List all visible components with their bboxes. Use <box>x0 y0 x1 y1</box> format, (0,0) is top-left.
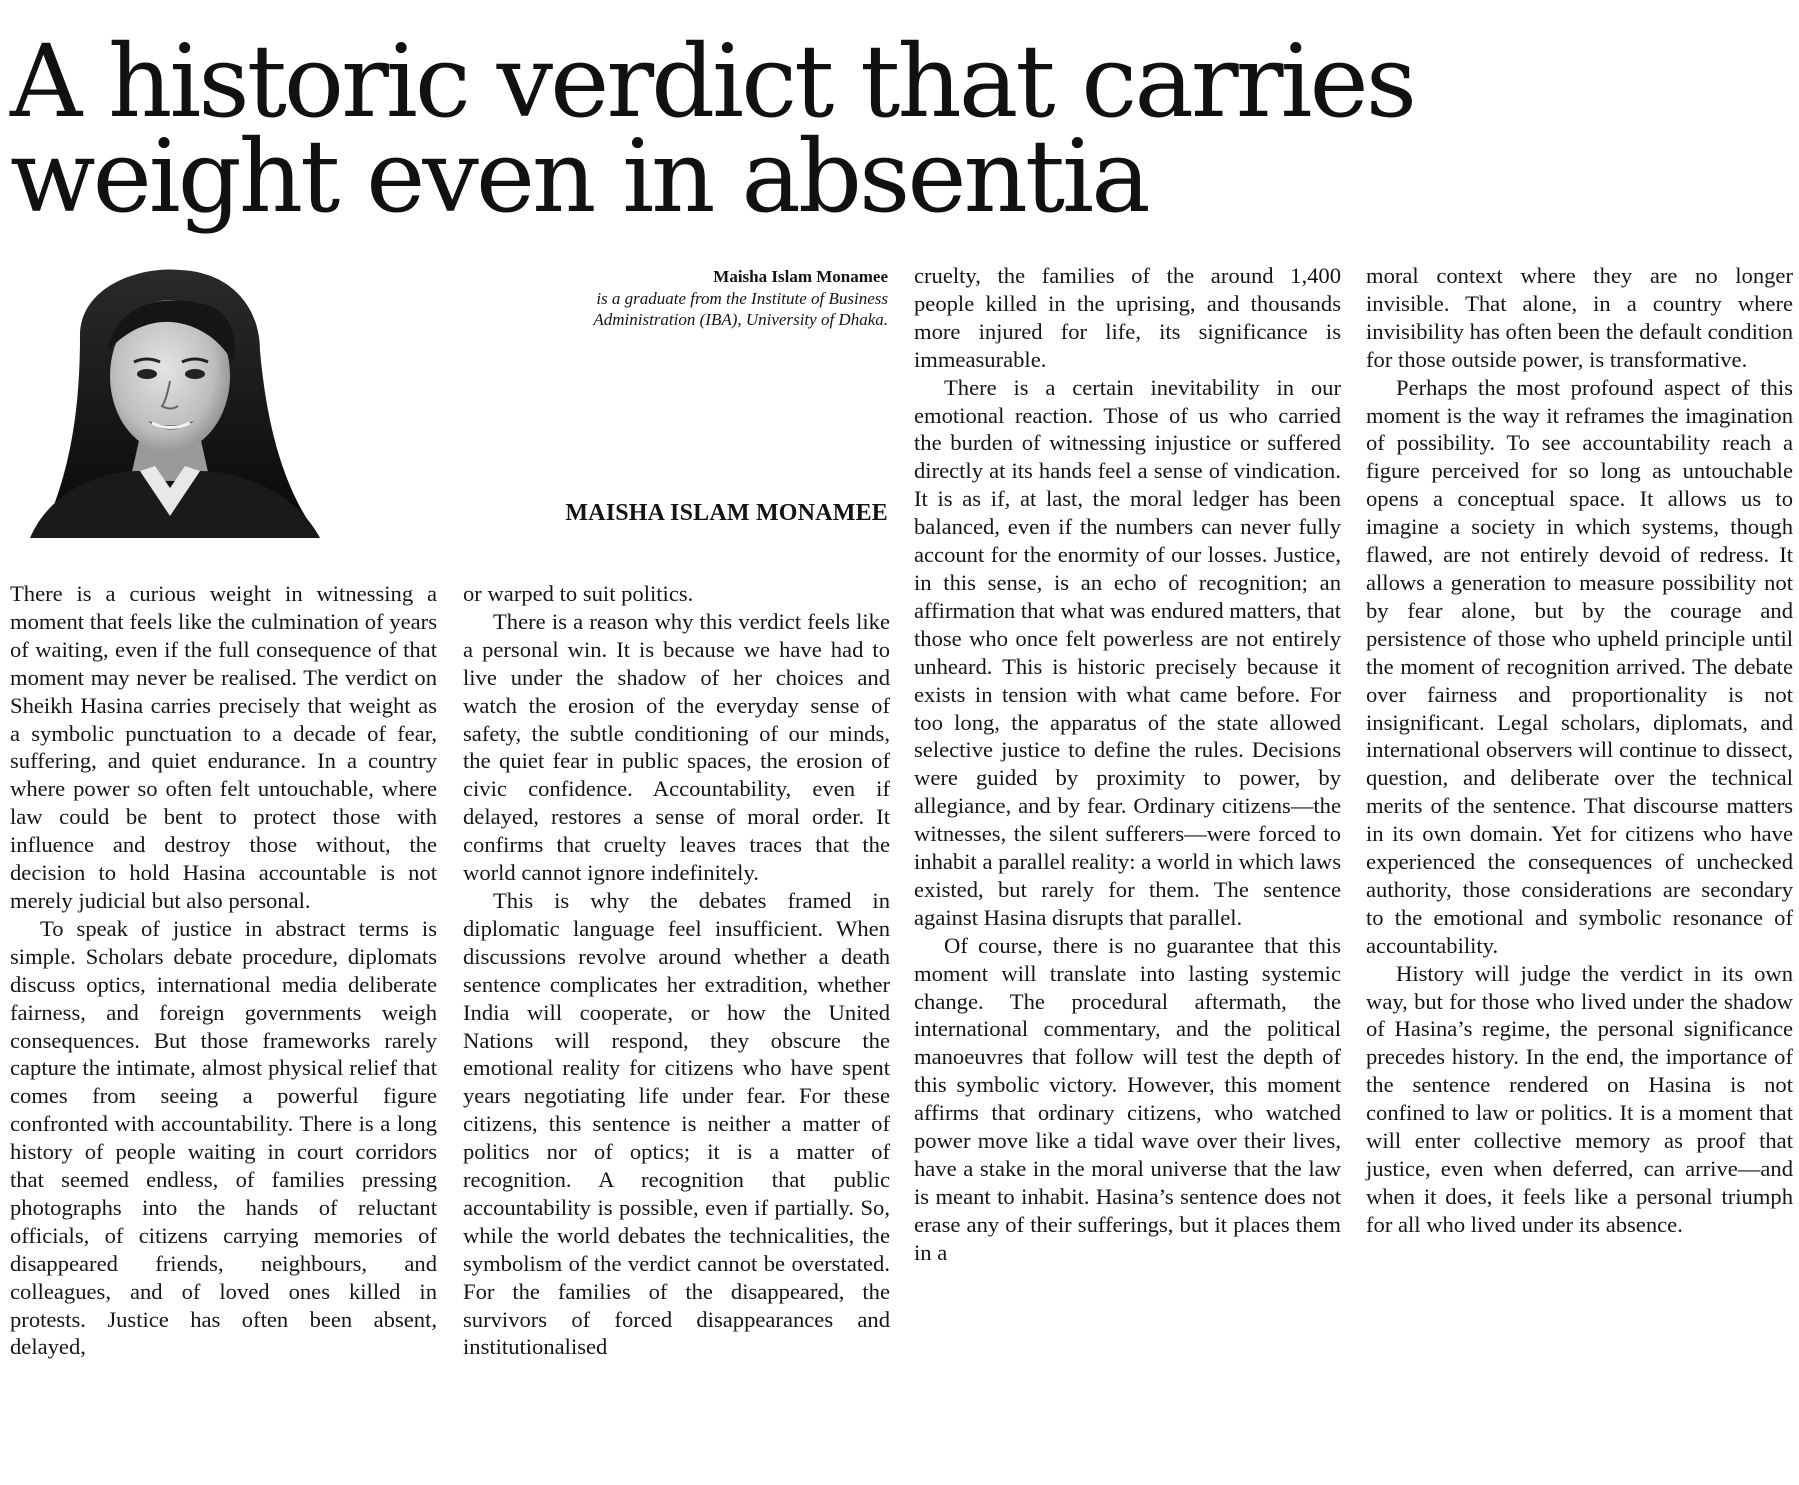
byline <box>540 266 888 330</box>
article-column-2 <box>463 580 890 1361</box>
author-name-caps: MAISHA ISLAM MONAMEE <box>565 500 888 526</box>
paragraph: This is why the debates framed in diplomatic language feel insufficient. When discussions revolve around whether a death sentence complicates her extradition, whether India will cooperate, or how the United Nations will respond, they obscure the emotional reality for citizens who have spent years negotiating life under fear. For these citizens, this sentence is neither a matter of politics nor of optics; it is a matter of recognition. A recognition that public accountability is possible, even if partially. So, while the world debates the technicalities, the symbolism of the verdict cannot be overstated. For the families of the disappeared, the survivors of forced disappearances and institutionalised <box>463 887 890 1360</box>
paragraph: or warped to suit politics. <box>463 581 694 606</box>
author-name: Maisha Islam Monamee <box>713 267 888 286</box>
paragraph: Perhaps the most profound aspect of this moment is the way it reframes the imagination of possibility. To see accountability reach a figure perceived for so long as untouchable opens a conceptual space. It allows us to imagine a society in which systems, though flawed, are not entirely devoid of redress. It allows a generation to measure possibility not by fear alone, but by the courage and persistence of those who upheld principle until the moment of recognition arrived. The debate over fairness and proportionality is not insignificant. Legal scholars, diplomats, and international observers will continue to dissect, question, and deliberate over the technical merits of the sentence. That discourse matters in its own domain. Yet for citizens who have experienced the consequences of unchecked authority, those considerations are secondary to the emotional and symbolic resonance of accountability. <box>1366 374 1793 958</box>
paragraph: There is a curious weight in witnessing a moment that feels like the culmination of years of waiting, even if the full consequence of that moment may never be realised. The verdict on Sheikh Hasina carries precisely that weight as a symbolic punctuation to a decade of fear, suffering, and quiet endurance. In a country where power so often felt untouchable, where law could be bent to protect those with influence and destroy those without, the decision to hold Hasina accountable is not merely judicial but also personal. <box>10 581 437 913</box>
paragraph: There is a certain inevitability in our emotional reaction. Those of us who carried the burden of witnessing injustice or suffered directly at its hands feel a sense of vindication. It is as if, at last, the moral ledger has been balanced, even if the numbers can never fully account for the enormity of our losses. Justice, in this sense, is an echo of recognition; an affirmation that what was endured matters, that those who once felt powerless are not entirely unheard. This is historic precisely because it exists in tension with what came before. For too long, the apparatus of the state allowed selective justice to define the rules. Decisions were guided by proximity to power, by allegiance, and by fear. Ordinary citizens—the witnesses, the silent sufferers—were forced to inhabit a parallel reality: a world in which laws existed, but rarely for them. The sentence against Hasina disrupts that parallel. <box>914 374 1341 930</box>
article-column-1 <box>10 580 437 1361</box>
paragraph: Of course, there is no guarantee that this moment will translate into lasting systemic change. The procedural aftermath, the international commentary, and the political manoeuvres that follow will test the depth of this symbolic victory. However, this moment affirms that ordinary citizens, who watched power move like a tidal wave over their lives, have a stake in the moral universe that the law is meant to inhabit. Hasina’s sentence does not erase any of their sufferings, but it places them in a <box>914 932 1341 1265</box>
headline: A historic verdict that carries weight even in absentia <box>10 23 1415 235</box>
paragraph: History will judge the verdict in its own way, but for those who lived under the shadow of Hasina’s regime, the personal significance precedes history. In the end, the importance of the sentence rendered on Hasina is not confined to law or politics. It is a moment that will enter collective memory as proof that justice, even when deferred, can arrive—and when it does, it feels like a personal triumph for all who lived under its absence. <box>1366 960 1793 1237</box>
author-portrait <box>10 266 362 538</box>
paragraph: moral context where they are no longer invisible. That alone, in a country where invisibility has often been the default condition for those outside power, is transformative. <box>1366 263 1793 372</box>
paragraph: There is a reason why this verdict feels like a personal win. It is because we have had to live under the shadow of her choices and watch the erosion of the everyday sense of safety, the subtle conditioning of our minds, the quiet fear in public spaces, the erosion of civic confidence. Accountability, even if delayed, restores a sense of moral order. It confirms that cruelty leaves traces that the world cannot ignore indefinitely. <box>463 608 890 886</box>
article-column-4 <box>1366 262 1793 1239</box>
paragraph: cruelty, the families of the around 1,400 people killed in the uprising, and thousands more injured for life, its significance is immeasurable. <box>914 263 1341 372</box>
author-bio-line-1: is a graduate from the Institute of Business <box>596 289 888 308</box>
article-column-3 <box>914 262 1341 1267</box>
author-bio-line-2: Administration (IBA), University of Dhaka. <box>593 310 888 329</box>
paragraph: To speak of justice in abstract terms is simple. Scholars debate procedure, diplomats discuss optics, international media deliberate fairness, and foreign governments weigh consequences. But those frameworks rarely capture the intimate, almost physical relief that comes from seeing a powerful figure confronted with accountability. There is a long history of people waiting in court corridors that seemed endless, of families pressing photographs into the hands of reluctant officials, of citizens carrying memories of disappeared friends, neighbours, and colleagues, and of loved ones killed in protests. Justice has often been absent, delayed, <box>10 915 437 1360</box>
